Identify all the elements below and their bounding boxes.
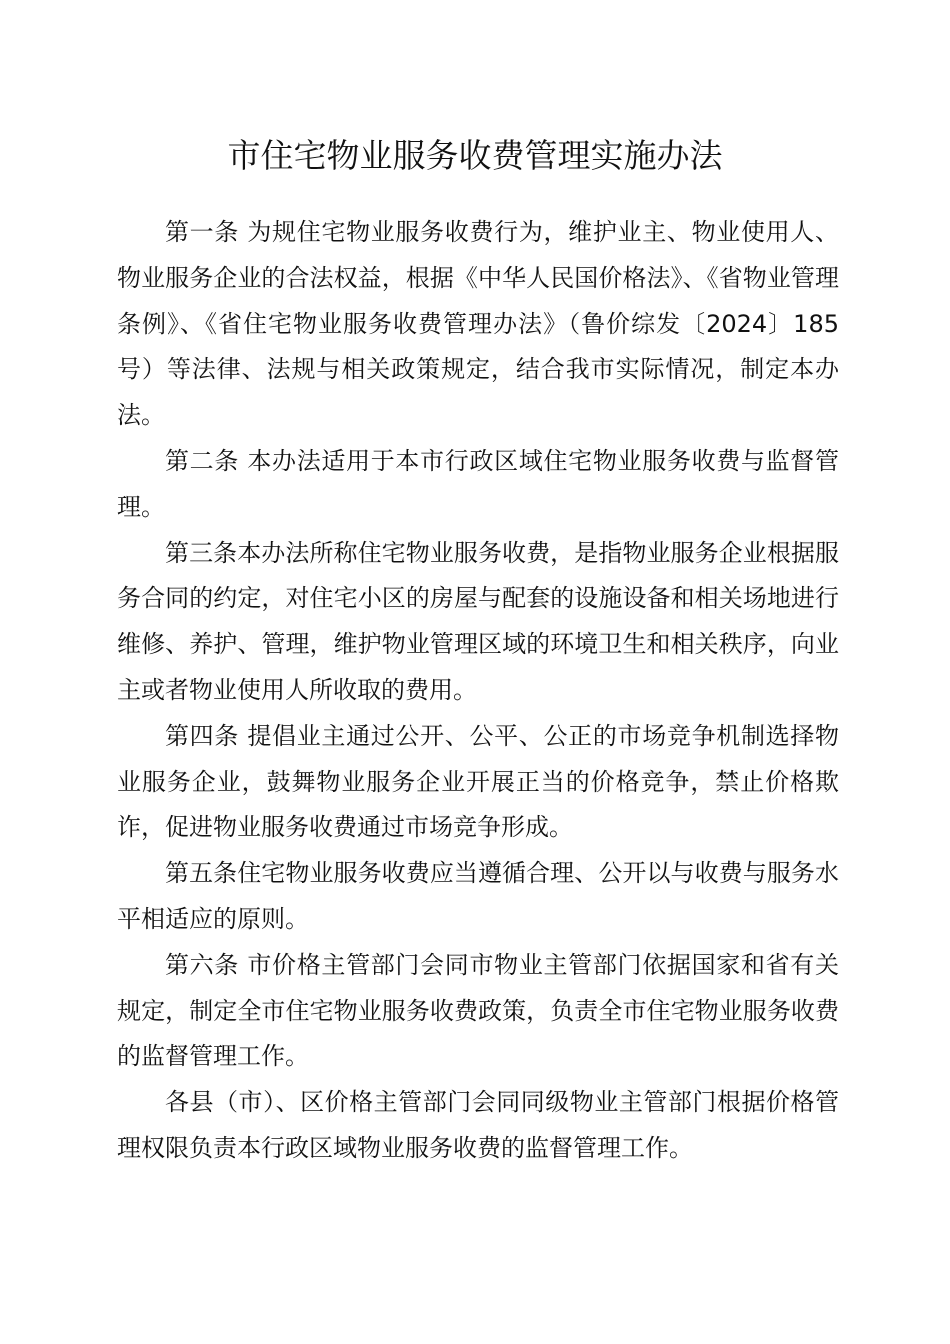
paragraph-article-1: 第一条 为规住宅物业服务收费行为，维护业主、物业使用人、物业服务企业的合法权益，根据《中华人民国价格法》、《省物业管理条例》、《省住宅物业服务收费管理办法》（鲁价综发〔2024〕185号）等法律、法规与相关政策规定，结合我市实际情况，制定本办法。 [117, 218, 839, 430]
document-body [117, 210, 839, 1172]
paragraph-article-6: 第六条 市价格主管部门会同市物业主管部门依据国家和省有关规定，制定全市住宅物业服务收费政策，负责全市住宅物业服务收费的监督管理工作。 [117, 950, 839, 1071]
document-title: 市住宅物业服务收费管理实施办法 [227, 136, 723, 175]
paragraph-article-5: 第五条住宅物业服务收费应当遵循合理、公开以与收费与服务水平相适应的原则。 [117, 859, 839, 933]
paragraph-article-4: 第四条 提倡业主通过公开、公平、公正的市场竞争机制选择物业服务企业，鼓舞物业服务企业开展正当的价格竞争，禁止价格欺诈，促进物业服务收费通过市场竞争形成。 [117, 721, 839, 842]
paragraph-article-2: 第二条 本办法适用于本市行政区域住宅物业服务收费与监督管理。 [117, 446, 839, 521]
paragraph-article-6-county: 各县（市）、区价格主管部门会同同级物业主管部门根据价格管理权限负责本行政区域物业服务收费的监督管理工作。 [117, 1088, 839, 1162]
paragraph-article-3: 第三条本办法所称住宅物业服务收费，是指物业服务企业根据服务合同的约定，对住宅小区的房屋与配套的设施设备和相关场地进行维修、养护、管理，维护物业管理区域的环境卫生和相关秩序，向业主或者物业使用人所收取的费用。 [117, 538, 839, 704]
